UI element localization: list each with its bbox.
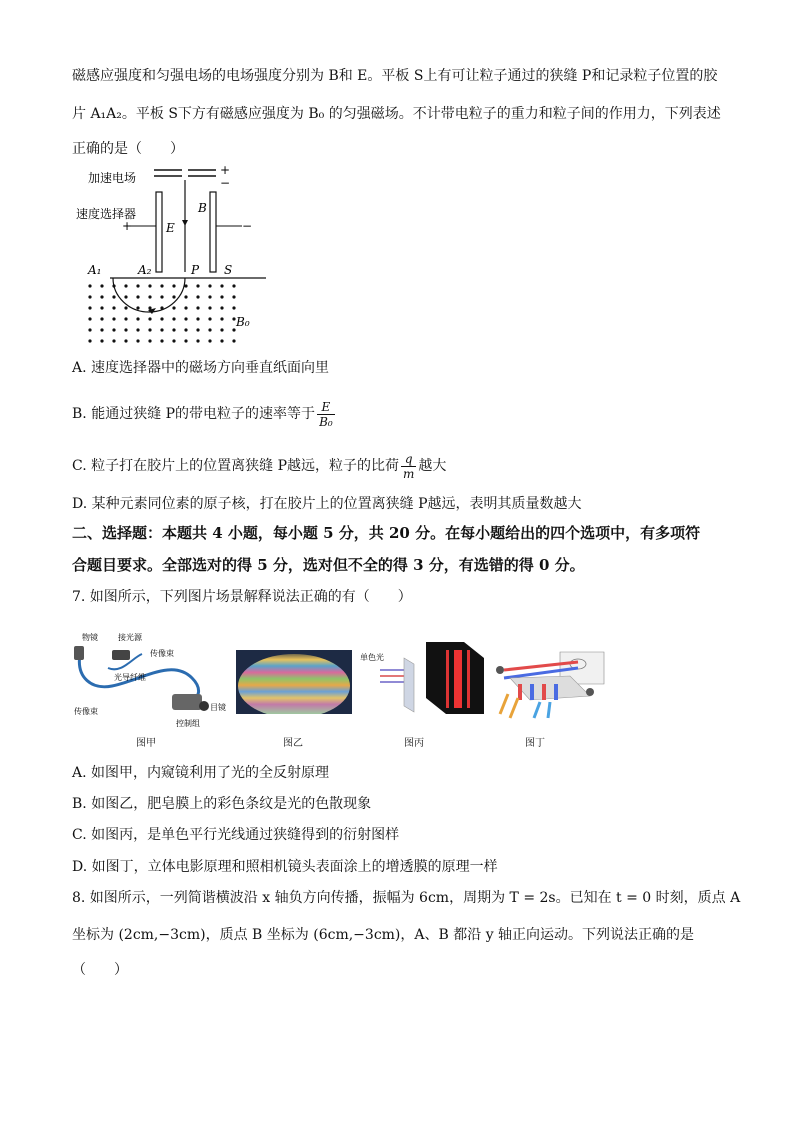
- mono-light-label: 单色光: [360, 653, 384, 662]
- magnetic-field-dot: [136, 317, 139, 320]
- caption-fig-ding: 图丁: [525, 738, 545, 749]
- section2-heading-line2: 合题目要求。全部选对的得 5 分，选对但不全的得 3 分，有选错的得 0 分。: [72, 556, 585, 574]
- magnetic-field-dot: [100, 295, 103, 298]
- magnetic-field-dot: [220, 328, 223, 331]
- magnetic-field-dot: [232, 306, 235, 309]
- magnetic-field-dot: [112, 317, 115, 320]
- magnetic-field-dot: [88, 284, 91, 287]
- magnetic-field-dot: [208, 284, 211, 287]
- magnetic-field-dot: [184, 339, 187, 342]
- q6-stem-line2: 片 A₁A₂。平板 S下方有磁感应强度为 B₀ 的匀强磁场。不计带电粒子的重力和粒子间的作用力，下列表述: [72, 106, 721, 122]
- magnetic-field-dot: [196, 339, 199, 342]
- magnetic-field-dot: [160, 306, 163, 309]
- magnetic-field-dot: [160, 317, 163, 320]
- fraction-denominator: m: [402, 466, 415, 481]
- magnetic-field-dot: [196, 317, 199, 320]
- magnetic-field-dot: [196, 328, 199, 331]
- magnetic-field-dot: [136, 306, 139, 309]
- magnetic-field-dot: [112, 328, 115, 331]
- magnetic-field-dot: [220, 295, 223, 298]
- magnetic-field-dot: [100, 284, 103, 287]
- selector-plus-sign: +: [122, 219, 133, 233]
- selector-b-label: B: [198, 201, 207, 215]
- magnetic-field-dot: [136, 295, 139, 298]
- q6-option-c: [72, 450, 446, 482]
- magnetic-field-dot: [184, 317, 187, 320]
- q6-option-b: [72, 396, 337, 432]
- magnetic-field-dot: [172, 339, 175, 342]
- magnetic-field-dot: [184, 295, 187, 298]
- velocity-selector-label: 速度选择器: [76, 207, 137, 221]
- q6-option-a: A. 速度选择器中的磁场方向垂直纸面向里: [72, 360, 330, 376]
- label-s: S: [224, 263, 233, 277]
- magnetic-field-dot: [100, 306, 103, 309]
- magnetic-field-dot: [232, 339, 235, 342]
- q6-option-c-text: C. 粒子打在胶片上的位置离狭缝 P越远，粒子的比荷: [72, 458, 399, 474]
- magnetic-field-dot: [148, 284, 151, 287]
- q7-option-c: C. 如图丙，是单色平行光线通过狭缝得到的衍射图样: [72, 827, 400, 843]
- magnetic-field-dot: [172, 306, 175, 309]
- figure-3d-movie: [490, 648, 606, 720]
- label-p: P: [191, 263, 200, 277]
- magnetic-field-dot: [88, 328, 91, 331]
- q7-option-b: B. 如图乙，肥皂膜上的彩色条纹是光的色散现象: [72, 796, 372, 812]
- magnetic-field-dot: [112, 295, 115, 298]
- light-source-label: 接光源: [118, 633, 142, 642]
- q7-option-a: A. 如图甲，内窥镜利用了光的全反射原理: [72, 765, 330, 781]
- objective-label: 物镜: [82, 633, 98, 642]
- magnetic-field-dot: [148, 295, 151, 298]
- q6-option-c-suffix: 越大: [418, 458, 447, 474]
- magnetic-field-dot: [124, 306, 127, 309]
- q7-option-d: D. 如图丁，立体电影原理和照相机镜头表面涂上的增透膜的原理一样: [72, 859, 498, 875]
- selector-e-label: E: [166, 221, 175, 235]
- magnetic-field-dot: [124, 339, 127, 342]
- accel-plus-sign: +: [220, 163, 231, 177]
- accel-field-label: 加速电场: [88, 171, 137, 185]
- q7-stem: 7. 如图所示，下列图片场景解释说法正确的有（ ）: [72, 589, 412, 605]
- magnetic-field-dot: [124, 295, 127, 298]
- magnetic-field-dot: [172, 328, 175, 331]
- q6-stem-line1: 磁感应强度和匀强电场的电场强度分别为 B和 E。平板 S上有可让粒子通过的狭缝 P和记录粒子位置的胶: [72, 68, 718, 84]
- magnetic-field-dot: [136, 339, 139, 342]
- magnetic-field-dot: [148, 328, 151, 331]
- mass-spectrometer-figure: [70, 162, 270, 342]
- selector-minus-sign: −: [242, 219, 253, 233]
- image-beam-label-2: 传像束: [74, 707, 98, 716]
- q6-option-d: D. 某种元素同位素的原子核，打在胶片上的位置离狭缝 P越远，表明其质量数越大: [72, 496, 582, 512]
- magnetic-field-dot: [148, 339, 151, 342]
- magnetic-field-dot: [184, 328, 187, 331]
- magnetic-field-dot: [220, 339, 223, 342]
- magnetic-field-dot: [172, 317, 175, 320]
- magnetic-field-dot: [88, 317, 91, 320]
- magnetic-field-dot: [232, 284, 235, 287]
- magnetic-field-dot: [172, 284, 175, 287]
- magnetic-field-dot: [184, 306, 187, 309]
- magnetic-field-dot: [124, 328, 127, 331]
- magnetic-field-dot: [172, 295, 175, 298]
- fraction-denominator: B₀: [319, 414, 333, 429]
- label-a2: A₂: [138, 263, 152, 277]
- magnetic-field-dot: [184, 284, 187, 287]
- magnetic-field-dot: [124, 284, 127, 287]
- caption-fig-jia: 图甲: [136, 738, 156, 749]
- magnetic-field-dot: [208, 317, 211, 320]
- magnetic-field-dot: [88, 339, 91, 342]
- magnetic-field-dot: [220, 284, 223, 287]
- magnetic-field-dot: [220, 306, 223, 309]
- q6-option-c-fraction: [401, 452, 416, 481]
- fiber-label: 光导纤维: [114, 673, 146, 682]
- magnetic-field-dot: [88, 295, 91, 298]
- q6-option-b-fraction: [317, 400, 335, 429]
- magnetic-field-dot: [124, 317, 127, 320]
- fraction-numerator: q: [401, 452, 416, 467]
- magnetic-field-dot: [100, 317, 103, 320]
- magnetic-field-dot: [136, 328, 139, 331]
- magnetic-field-dot: [220, 317, 223, 320]
- control-label: 控制组: [176, 719, 200, 728]
- magnetic-field-dot: [136, 284, 139, 287]
- fraction-numerator: E: [317, 400, 335, 415]
- magnetic-field-dot: [100, 339, 103, 342]
- magnetic-field-dot: [100, 328, 103, 331]
- figure-endoscope: [72, 628, 226, 728]
- caption-fig-bing: 图丙: [404, 738, 424, 749]
- q8-stem-line1: 8. 如图所示，一列简谐横波沿 x 轴负方向传播，振幅为 6cm，周期为 T = 2s。已知在 t = 0 时刻，质点 A: [72, 890, 741, 906]
- magnetic-field-dot: [208, 328, 211, 331]
- magnetic-field-dot: [160, 295, 163, 298]
- magnetic-field-dot: [160, 328, 163, 331]
- label-a1: A₁: [88, 263, 102, 277]
- magnetic-field-dot: [208, 306, 211, 309]
- q6-stem-line3: 正确的是（ ）: [72, 141, 184, 157]
- magnetic-field-dot: [148, 317, 151, 320]
- magnetic-field-dot: [160, 284, 163, 287]
- magnetic-field-dot: [112, 306, 115, 309]
- magnetic-field-dot: [196, 284, 199, 287]
- magnetic-field-dot: [208, 295, 211, 298]
- magnetic-field-dot: [148, 306, 151, 309]
- figure-slit-diffraction: [360, 640, 486, 716]
- magnetic-field-dot: [232, 295, 235, 298]
- figure-soap-film: [236, 650, 352, 714]
- magnetic-field-dot: [196, 295, 199, 298]
- caption-fig-yi: 图乙: [283, 738, 303, 749]
- magnetic-field-dot: [88, 306, 91, 309]
- q6-option-b-text: B. 能通过狭缝 P的带电粒子的速率等于: [72, 406, 316, 422]
- magnetic-field-dot: [112, 339, 115, 342]
- magnetic-field-dot: [160, 339, 163, 342]
- image-beam-label: 传像束: [150, 649, 174, 658]
- eyepiece-label: 目镜: [210, 703, 226, 712]
- magnetic-field-dot: [196, 306, 199, 309]
- magnetic-field-dot: [208, 339, 211, 342]
- magnetic-field-dot: [112, 284, 115, 287]
- q8-stem-line2: 坐标为 (2cm,−3cm)，质点 B 坐标为 (6cm,−3cm)，A、B 都沿 y 轴正向运动。下列说法正确的是: [72, 927, 695, 943]
- accel-minus-sign: −: [220, 176, 231, 190]
- label-b0: B₀: [236, 315, 250, 329]
- section2-heading-line1: 二、选择题：本题共 4 小题，每小题 5 分，共 20 分。在每小题给出的四个选项中，有多项符: [72, 524, 701, 542]
- q8-stem-line3: （ ）: [72, 962, 128, 978]
